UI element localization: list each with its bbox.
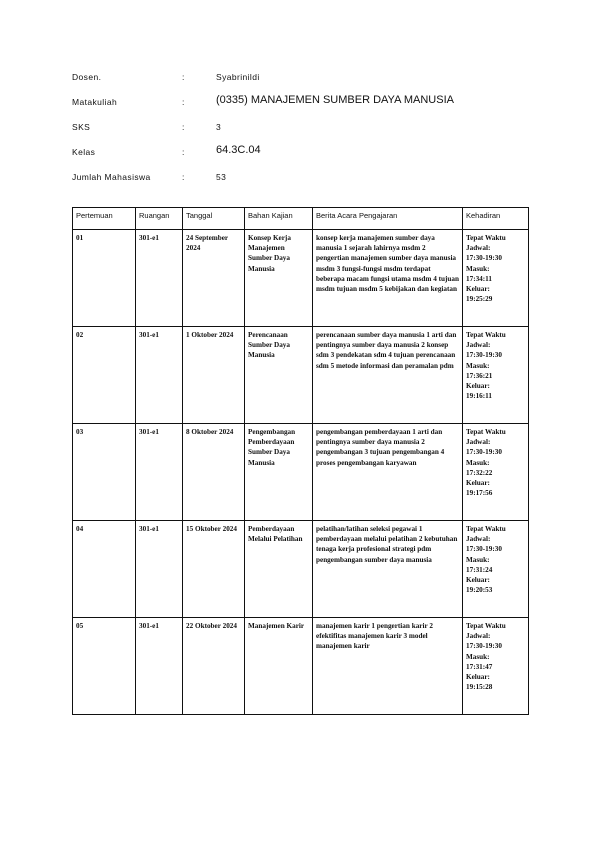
kehadiran-line: 19:15:28 [466,683,493,692]
kehadiran-line: 17:30-19:30 [466,545,502,554]
info-label: Dosen. [72,72,102,82]
kehadiran-line: Jadwal: [466,244,491,253]
column-header-tanggal: Tanggal [183,208,245,230]
info-separator: : [182,147,185,157]
column-header-berita-acara: Berita Acara Pengajaran [313,208,463,230]
table-row [73,327,529,424]
cell-ruangan: 301-e1 [136,424,183,521]
table-row [73,521,529,618]
kehadiran-line: 17:30-19:30 [466,351,502,360]
table-row [73,230,529,327]
info-value: 53 [216,172,227,182]
cell-pertemuan: 05 [73,618,136,715]
kehadiran-line: Tepat Waktu [466,525,506,533]
info-row-dosen [72,68,532,93]
cell-bahan-kajian: Pengembangan Pemberdayaan Sumber Daya Manusia [245,424,313,521]
cell-ruangan: 301-e1 [136,327,183,424]
cell-ruangan: 301-e1 [136,521,183,618]
info-label: SKS [72,122,91,132]
cell-bahan-kajian: Perencanaan Sumber Daya Manusia [245,327,313,424]
kehadiran-line: 19:16:11 [466,392,492,401]
table-row [73,424,529,521]
cell-kehadiran [463,230,529,327]
cell-berita-acara: pelatihan/latihan seleksi pegawai 1 pemberdayaan melalui pelatihan 2 kebutuhan tenaga kerja profesional strategi pdm pengembangan sumber daya manusia [313,521,463,618]
kehadiran-line: 17:32:22 [466,468,493,477]
kehadiran-line: Jadwal: [466,438,491,447]
kehadiran-line: Keluar: [466,576,490,585]
cell-pertemuan: 01 [73,230,136,327]
kehadiran-line: Keluar: [466,382,490,391]
info-separator: : [182,97,185,107]
kehadiran-line: 17:31:24 [466,565,493,574]
kehadiran-line: Tepat Waktu [466,234,506,242]
kehadiran-line: Masuk: [466,361,490,370]
info-separator: : [182,172,185,182]
kehadiran-line: Masuk: [466,264,490,273]
kehadiran-line: Masuk: [466,555,490,564]
info-value: (0335) MANAJEMEN SUMBER DAYA MANUSIA [216,94,454,106]
info-row-sks [72,118,532,143]
cell-pertemuan: 04 [73,521,136,618]
kehadiran-line: Tepat Waktu [466,331,506,339]
column-header-pertemuan: Pertemuan [73,208,136,230]
info-separator: : [182,72,185,82]
kehadiran-line: Tepat Waktu [466,622,506,630]
cell-ruangan: 301-e1 [136,230,183,327]
kehadiran-line: Jadwal: [466,341,491,350]
info-separator: : [182,122,185,132]
course-info [72,68,532,193]
kehadiran-line: 19:25:29 [466,295,493,304]
cell-kehadiran [463,424,529,521]
kehadiran-line: 17:36:21 [466,371,493,380]
column-header-bahan-kajian: Bahan Kajian [245,208,313,230]
cell-berita-acara: perencanaan sumber daya manusia 1 arti dan pentingnya sumber daya manusia 2 konsep sdm 3 pendekatan sdm 4 tujuan perencanaan sdm 5 metode informasi dan peramalan pdm [313,327,463,424]
info-label: Jumlah Mahasiswa [72,172,151,182]
attendance-table [72,207,529,715]
kehadiran-line: Tepat Waktu [466,428,506,436]
cell-bahan-kajian: Pemberdayaan Melalui Pelatihan [245,521,313,618]
cell-bahan-kajian: Konsep Kerja Manajemen Sumber Daya Manusia [245,230,313,327]
cell-tanggal: 24 September 2024 [183,230,245,327]
kehadiran-line: 17:31:47 [466,662,493,671]
cell-berita-acara: konsep kerja manajemen sumber daya manusia 1 sejarah lahirnya msdm 2 pengertian manajemen sumber daya manusia msdm 3 fungsi-fungsi msdm terdapat beberapa macam fungsi utama msdm 4 tujuan msdm tujuan msdm 5 kebijakan dan kegiatan [313,230,463,327]
cell-kehadiran [463,327,529,424]
info-value: Syabrinildi [216,72,260,82]
cell-kehadiran [463,521,529,618]
cell-pertemuan: 02 [73,327,136,424]
cell-berita-acara: manajemen karir 1 pengertian karir 2 efektifitas manajemen karir 3 model manajemen karir [313,618,463,715]
info-label: Kelas [72,147,96,157]
kehadiran-line: 19:17:56 [466,489,493,498]
info-label: Matakuliah [72,97,118,107]
kehadiran-line: 17:34:11 [466,274,492,283]
kehadiran-line: 19:20:53 [466,586,493,595]
kehadiran-line: Keluar: [466,285,490,294]
kehadiran-line: 17:30-19:30 [466,448,502,457]
kehadiran-line: Masuk: [466,458,490,467]
cell-bahan-kajian: Manajemen Karir [245,618,313,715]
cell-tanggal: 22 Oktober 2024 [183,618,245,715]
info-row-jumlah-mahasiswa [72,168,532,193]
kehadiran-line: Jadwal: [466,632,491,641]
info-value: 3 [216,122,222,132]
cell-ruangan: 301-e1 [136,618,183,715]
kehadiran-line: Jadwal: [466,535,491,544]
kehadiran-line: Keluar: [466,673,490,682]
cell-tanggal: 1 Oktober 2024 [183,327,245,424]
cell-tanggal: 8 Oktober 2024 [183,424,245,521]
table-row [73,618,529,715]
column-header-kehadiran: Kehadiran [463,208,529,230]
info-value: 64.3C.04 [216,144,261,156]
kehadiran-line: 17:30-19:30 [466,642,502,651]
column-header-ruangan: Ruangan [136,208,183,230]
info-row-kelas [72,143,532,168]
kehadiran-line: 17:30-19:30 [466,254,502,263]
table-header-row [73,208,529,230]
cell-tanggal: 15 Oktober 2024 [183,521,245,618]
cell-kehadiran [463,618,529,715]
kehadiran-line: Masuk: [466,652,490,661]
cell-berita-acara: pengembangan pemberdayaan 1 arti dan pentingnya sumber daya manusia 2 pengembangan 3 tujuan pengembangan 4 proses pengembangan karyawan [313,424,463,521]
info-row-matakuliah [72,93,532,118]
kehadiran-line: Keluar: [466,479,490,488]
cell-pertemuan: 03 [73,424,136,521]
